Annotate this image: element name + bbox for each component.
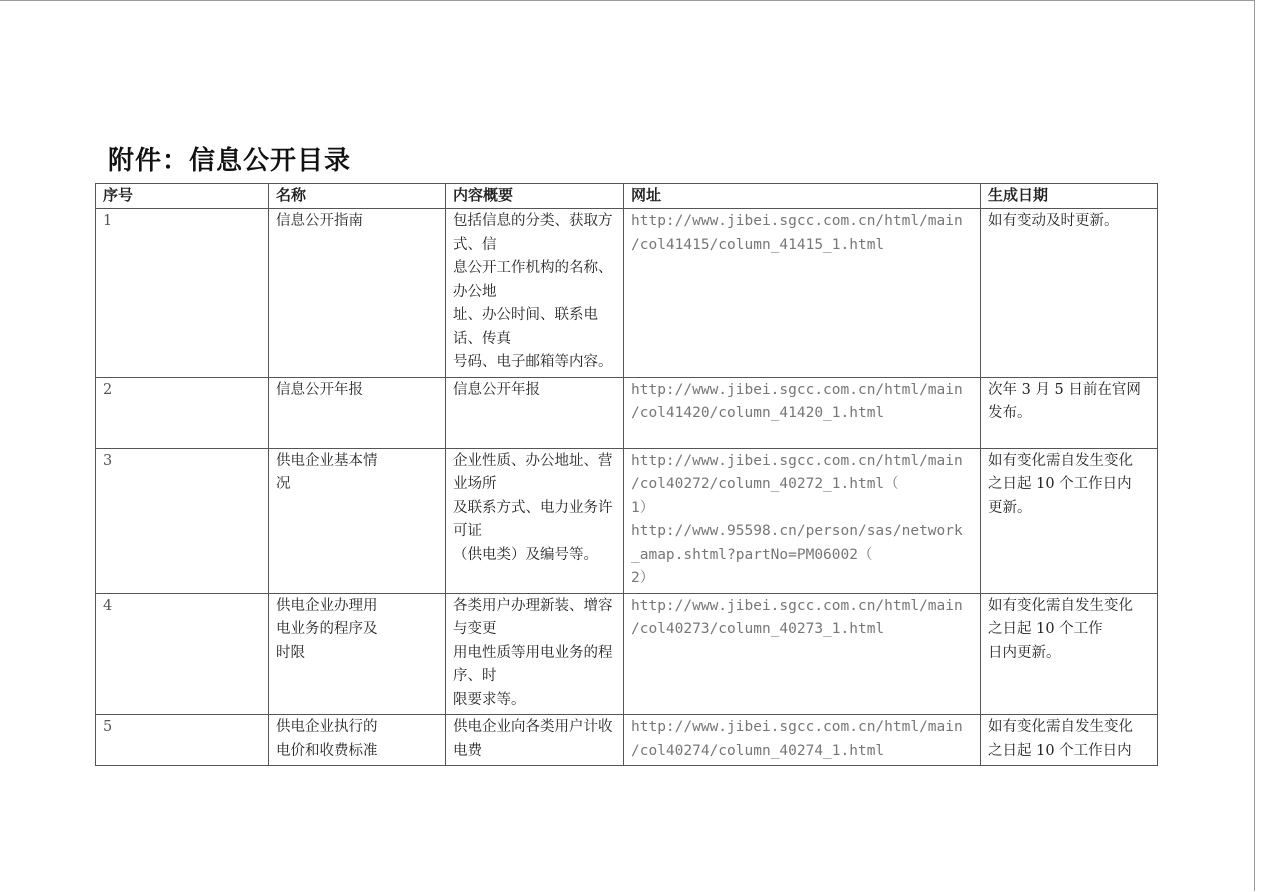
cell-url-line: /col40273/column_40273_1.html (631, 621, 885, 637)
cell-url-line: http://www.jibei.sgcc.com.cn/html/main (631, 452, 963, 469)
cell-url[interactable] (624, 715, 981, 766)
cell-date-line: 发布。 (988, 405, 1032, 421)
cell-name (269, 593, 446, 715)
cell-summary (446, 593, 624, 715)
header-name: 名称 (269, 184, 446, 209)
cell-summary-line: 包括信息的分类、获取方式、信 (453, 213, 613, 253)
cell-summary (446, 448, 624, 593)
cell-summary-line: 息公开工作机构的名称、办公地 (453, 260, 613, 300)
cell-date (981, 209, 1158, 378)
cell-url-line: http://www.95598.cn/person/sas/network (631, 523, 963, 539)
cell-url-line: http://www.jibei.sgcc.com.cn/html/main (631, 213, 963, 229)
cell-summary-line: 号码、电子邮箱等内容。 (453, 354, 613, 370)
cell-summary-line: 供电企业向各类用户计收电费 (453, 719, 613, 759)
cell-url-line: http://www.jibei.sgcc.com.cn/html/main (631, 597, 963, 614)
cell-no (96, 593, 269, 715)
cell-url-line: 2） (631, 570, 655, 586)
cell-summary-line: 企业性质、办公地址、营业场所 (453, 452, 613, 492)
header-url: 网址 (624, 184, 981, 209)
cell-url[interactable] (624, 593, 981, 715)
cell-url[interactable] (624, 209, 981, 378)
table-header-row (96, 184, 1158, 209)
cell-no-line: 1 (103, 213, 113, 229)
cell-name-line: 电价和收费标准 (276, 742, 378, 759)
table-row (96, 715, 1158, 766)
cell-summary-line: 各类用户办理新装、增容与变更 (453, 597, 613, 637)
cell-date-line: 日内更新。 (988, 644, 1061, 661)
cell-no (96, 715, 269, 766)
cell-no-line: 2 (103, 381, 113, 398)
cell-summary-line: 限要求等。 (453, 691, 526, 708)
cell-summary (446, 209, 624, 378)
cell-url[interactable] (624, 448, 981, 593)
cell-date (981, 448, 1158, 593)
cell-no-line: 5 (103, 719, 113, 735)
cell-name-line: 信息公开指南 (276, 213, 363, 229)
cell-name-line: 供电企业办理用 (276, 597, 378, 614)
cell-no-line: 3 (103, 452, 113, 469)
cell-name-line: 电业务的程序及 (276, 621, 378, 637)
cell-url-line: /col40272/column_40272_1.html（ (631, 476, 899, 492)
cell-date-line: 之日起 10 个工作 (988, 621, 1103, 637)
cell-date (981, 377, 1158, 448)
cell-summary (446, 377, 624, 448)
document-title: 附件：信息公开目录 (108, 146, 352, 176)
cell-name (269, 448, 446, 593)
cell-no-line: 4 (103, 597, 113, 614)
cell-summary-line: 信息公开年报 (453, 381, 540, 398)
cell-url-line: _amap.shtml?partNo=PM06002（ (631, 546, 873, 563)
table-row (96, 377, 1158, 448)
cell-url-line: http://www.jibei.sgcc.com.cn/html/main (631, 381, 963, 398)
cell-name (269, 377, 446, 448)
cell-url-line: /col40274/column_40274_1.html (631, 742, 885, 759)
cell-date-line: 如有变化需自发生变化 (988, 597, 1133, 614)
cell-url-line: /col41415/column_41415_1.html (631, 236, 885, 253)
cell-no (96, 209, 269, 378)
catalog-table (95, 183, 1158, 766)
cell-url-line: /col41420/column_41420_1.html (631, 405, 885, 421)
cell-url-line: http://www.jibei.sgcc.com.cn/html/main (631, 719, 963, 735)
header-no: 序号 (96, 184, 269, 209)
cell-summary-line: 址、办公时间、联系电话、传真 (453, 307, 598, 347)
header-summary: 内容概要 (446, 184, 624, 209)
cell-name-line: 况 (276, 476, 291, 492)
cell-date (981, 593, 1158, 715)
cell-date-line: 次年 3 月 5 日前在官网 (988, 381, 1141, 398)
cell-summary (446, 715, 624, 766)
cell-name (269, 715, 446, 766)
table-row (96, 448, 1158, 593)
cell-date-line: 之日起 10 个工作日内 (988, 742, 1132, 759)
cell-summary-line: （供电类）及编号等。 (453, 546, 598, 563)
cell-name-line: 供电企业执行的 (276, 719, 378, 735)
cell-date (981, 715, 1158, 766)
cell-no (96, 448, 269, 593)
cell-name-line: 信息公开年报 (276, 381, 363, 398)
cell-summary-line: 及联系方式、电力业务许可证 (453, 499, 613, 539)
cell-name-line: 供电企业基本情 (276, 452, 378, 469)
header-date: 生成日期 (981, 184, 1158, 209)
cell-date-line: 如有变化需自发生变化 (988, 719, 1133, 735)
cell-date-line: 如有变化需自发生变化 (988, 452, 1133, 469)
cell-date-line: 如有变动及时更新。 (988, 213, 1119, 229)
cell-no (96, 377, 269, 448)
cell-date-line: 之日起 10 个工作日内 (988, 476, 1132, 492)
cell-url-line: 1） (631, 499, 655, 516)
cell-url[interactable] (624, 377, 981, 448)
cell-name (269, 209, 446, 378)
cell-date-line: 更新。 (988, 499, 1032, 516)
cell-summary-line: 用电性质等用电业务的程序、时 (453, 644, 613, 684)
cell-name-line: 时限 (276, 644, 305, 661)
table-row (96, 209, 1158, 378)
table-row (96, 593, 1158, 715)
